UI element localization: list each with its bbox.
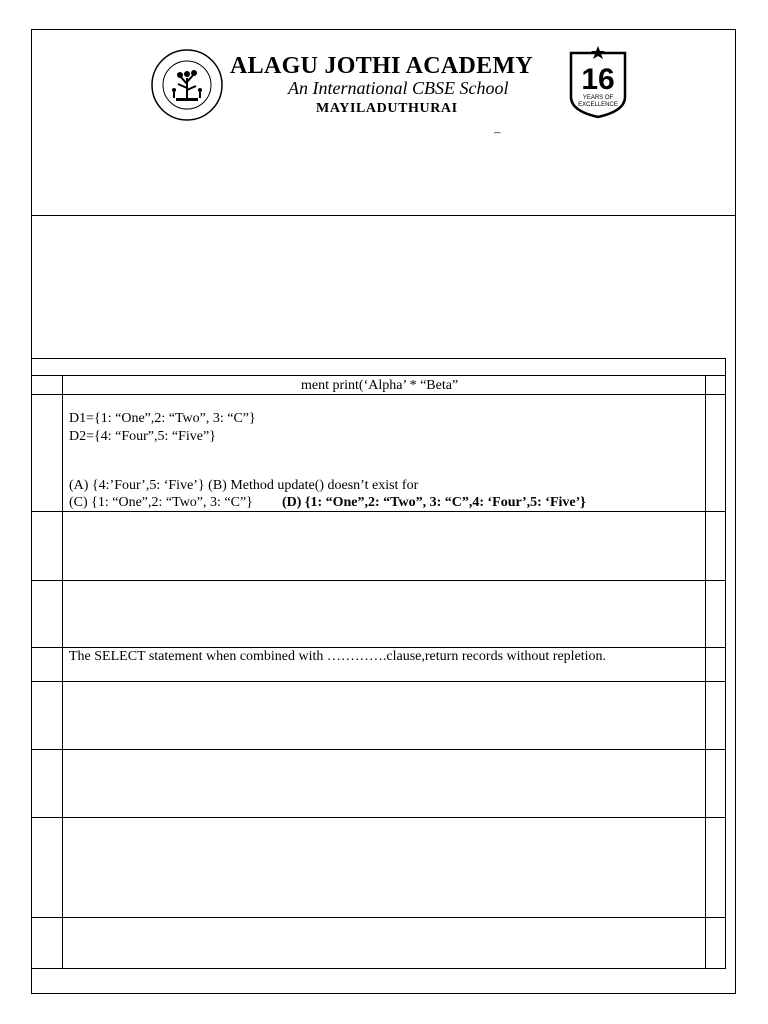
badge-number: 16 [581,63,615,96]
table-row-line [31,511,726,512]
question-row-1-text: ment print(‘Alpha’ * “Beta” [301,378,459,393]
question-row-2-option-c: (C) {1: “One”,2: “Two”, 3: “C”} [69,495,253,510]
question-row-2-options-ab: (A) {4:’Four’,5: ‘Five’} (B) Method update() doesn’t exist for [69,478,419,493]
school-seal-logo [150,48,224,122]
header-dash: – [494,124,501,139]
school-subtitle: An International CBSE School [288,78,509,98]
table-col-divider-left [62,375,63,969]
table-row-line [31,749,726,750]
question-row-5-text: The SELECT statement when combined with ………….clause,return records without repletion. [69,649,607,664]
years-badge [567,45,629,119]
table-row-line [31,580,726,581]
table-row-line [31,394,726,395]
table-top-border [31,358,726,359]
question-row-2-line-2: D2={4: “Four”,5: “Five”} [69,429,216,444]
table-col-divider-right [705,375,706,969]
header-divider [31,215,736,216]
table-row-line [31,917,726,918]
school-name: ALAGU JOTHI ACADEMY [230,53,534,79]
table-bottom-border [31,968,726,969]
question-row-2-option-d: (D) {1: “One”,2: “Two”, 3: “C”,4: ‘Four’,5: ‘Five’} [282,495,586,510]
table-row-line [31,817,726,818]
table-right-border [725,358,726,969]
school-city: MAYILADUTHURAI [316,101,458,116]
badge-caption-2: EXCELLENCE [578,102,618,108]
badge-caption-1: YEARS OF [582,95,614,101]
table-row-line [31,681,726,682]
table-row-line [31,375,726,376]
question-row-2-line-1: D1={1: “One”,2: “Two”, 3: “C”} [69,411,256,426]
